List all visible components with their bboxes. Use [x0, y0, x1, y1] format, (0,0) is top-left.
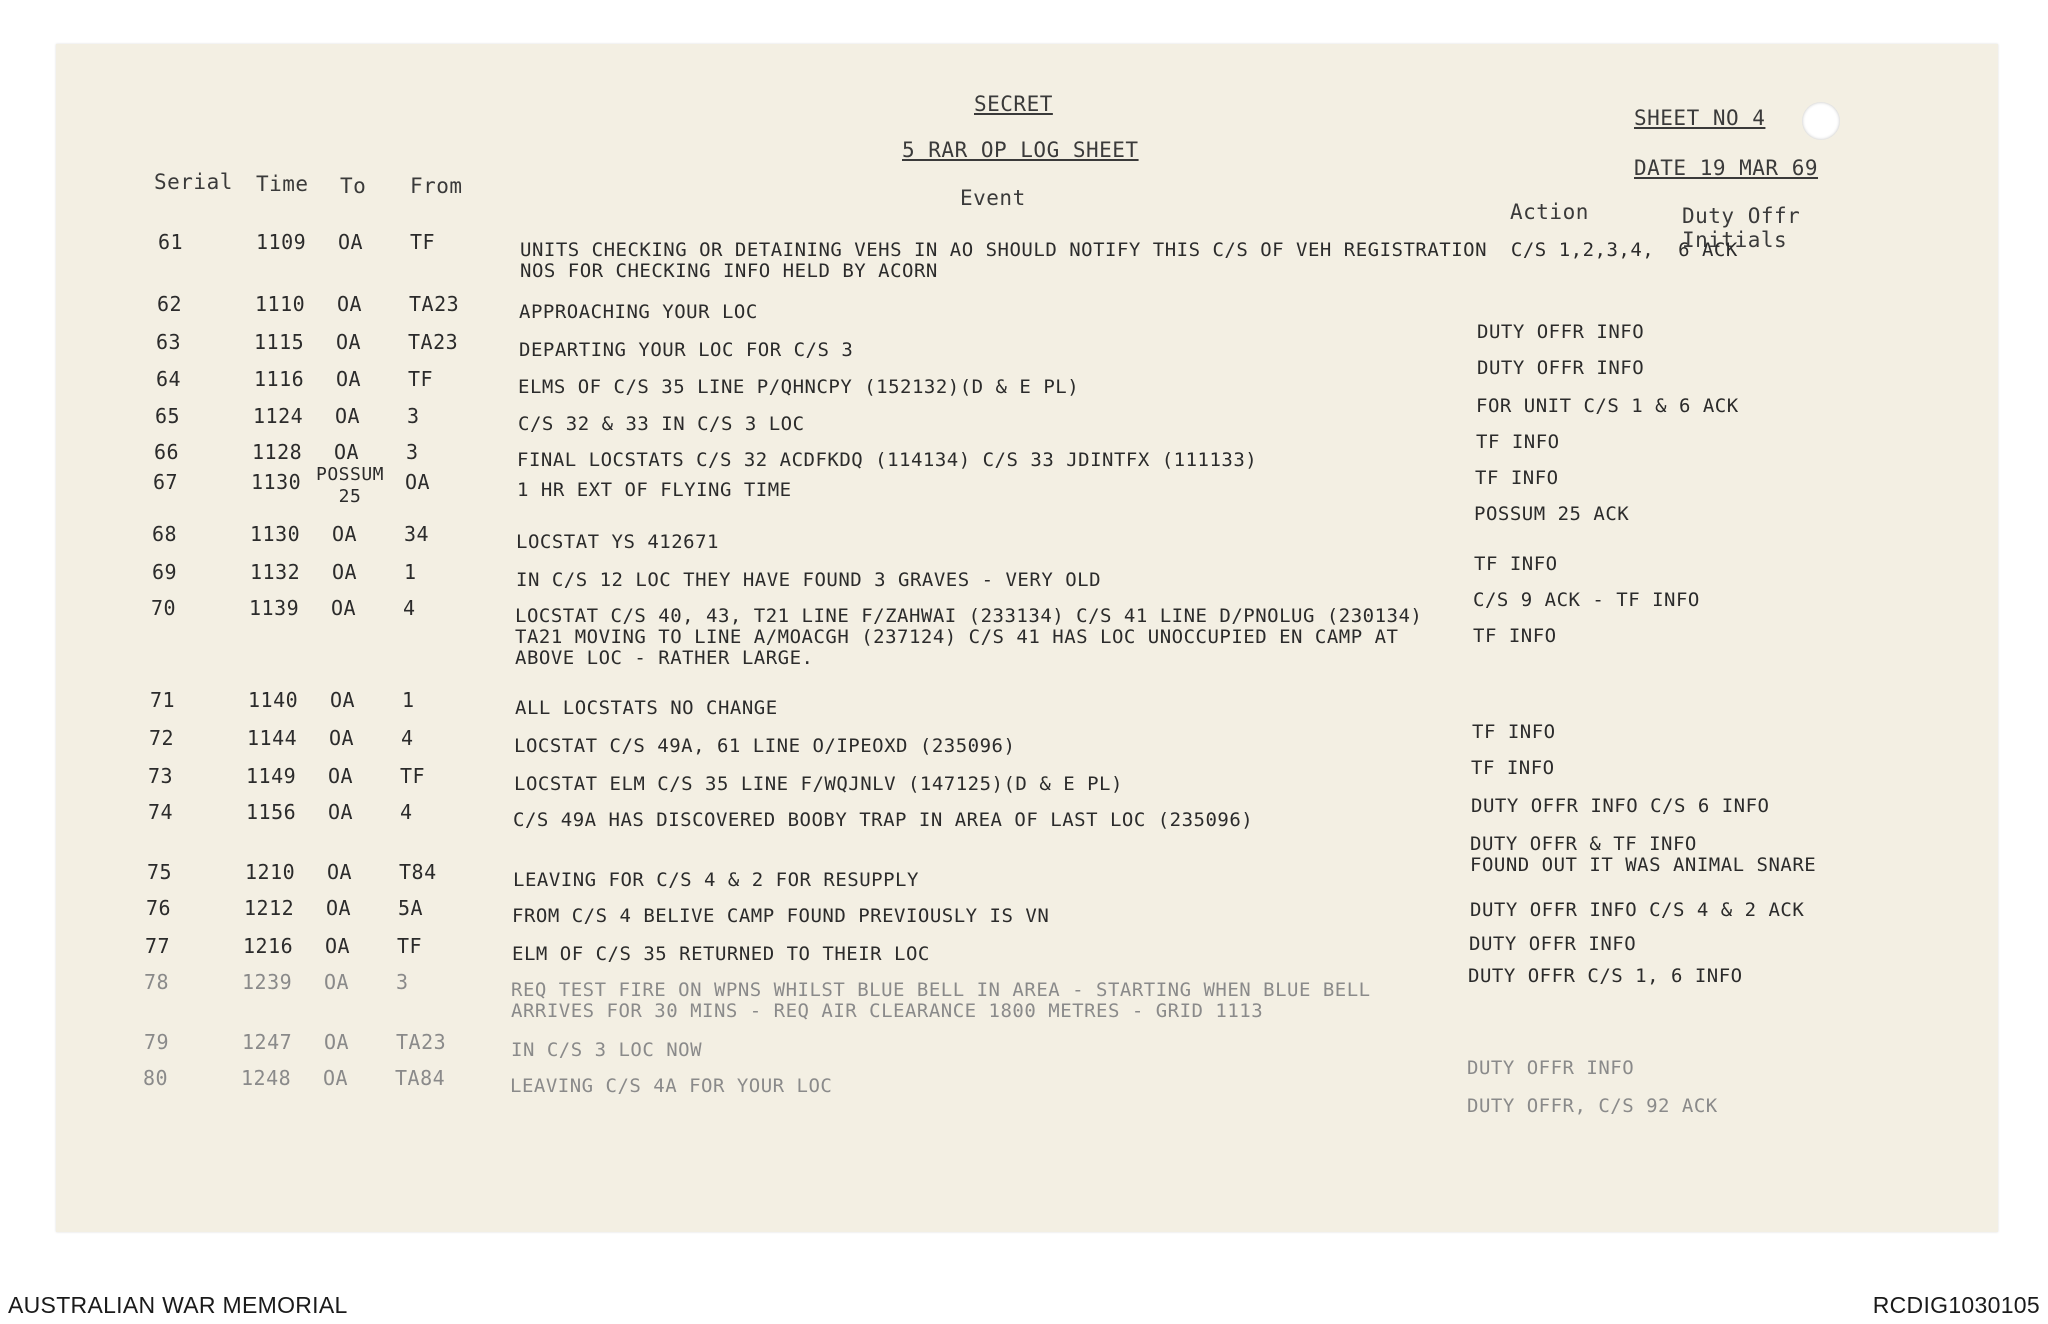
entry-action: C/S 9 ACK - TF INFO: [1473, 589, 1700, 611]
entry-serial: 76: [146, 896, 172, 920]
entry-time: 1239: [242, 970, 293, 994]
entry-time: 1140: [248, 688, 299, 712]
column-header-action: Action: [1510, 200, 1589, 224]
entry-to: OA: [330, 688, 356, 712]
entry-serial: 72: [149, 726, 175, 750]
entry-serial: 71: [150, 688, 176, 712]
entry-from: TF: [400, 764, 426, 788]
entry-event: LOCSTAT C/S 40, 43, T21 LINE F/ZAHWAI (233134) C/S 41 LINE D/PNOLUG (230134) TA21 MOVING TO LINE A/MOACGH (237124) C/S 41 HAS LOC UNOCCUPIED EN CAMP AT ABOVE LOC - RATHER LARGE.: [515, 605, 1423, 669]
entry-serial: 61: [158, 230, 184, 254]
entry-from: TA23: [408, 330, 459, 354]
entry-action: TF INFO: [1472, 721, 1556, 743]
column-header-to: To: [340, 174, 367, 198]
entry-serial: 73: [148, 764, 174, 788]
entry-event: IN C/S 3 LOC NOW: [511, 1039, 703, 1061]
entry-action: TF INFO: [1475, 467, 1559, 489]
footer-record-id: RCDIG1030105: [1872, 1292, 2040, 1318]
entry-time: 1248: [241, 1066, 292, 1090]
entry-time: 1247: [242, 1030, 293, 1054]
entry-from: TF: [410, 230, 436, 254]
entry-event: UNITS CHECKING OR DETAINING VEHS IN AO SHOULD NOTIFY THIS C/S OF VEH REGISTRATION C/S 1,2,3,4, 6 ACK NOS FOR CHECKING INFO HELD BY ACORN: [520, 239, 1738, 282]
entry-time: 1115: [254, 330, 305, 354]
entry-to: OA: [332, 560, 358, 584]
column-header-from: From: [410, 174, 463, 198]
entry-from: 1: [404, 560, 417, 584]
entry-action: TF INFO: [1471, 757, 1555, 779]
entry-serial: 79: [144, 1030, 170, 1054]
entry-to: OA: [324, 970, 350, 994]
entry-serial: 68: [152, 522, 178, 546]
entry-time: 1216: [243, 934, 294, 958]
entry-serial: 63: [156, 330, 182, 354]
column-header-time: Time: [256, 172, 309, 196]
entry-time: 1124: [253, 404, 304, 428]
entry-event: LOCSTAT ELM C/S 35 LINE F/WQJNLV (147125)(D & E PL): [514, 773, 1123, 795]
entry-time: 1109: [256, 230, 307, 254]
entry-event: LEAVING C/S 4A FOR YOUR LOC: [510, 1075, 833, 1097]
entry-from: 4: [400, 800, 413, 824]
entry-serial: 74: [148, 800, 174, 824]
entry-from: TF: [408, 367, 434, 391]
entry-to: OA: [334, 440, 360, 464]
entry-serial: 65: [155, 404, 181, 428]
entry-time: 1132: [250, 560, 301, 584]
entry-time: 1130: [251, 470, 302, 494]
entry-to: OA: [332, 522, 358, 546]
entry-action: FOR UNIT C/S 1 & 6 ACK: [1476, 395, 1739, 417]
entry-from: 1: [402, 688, 415, 712]
entry-to: OA: [331, 596, 357, 620]
entry-time: 1128: [252, 440, 303, 464]
entry-action: DUTY OFFR INFO: [1477, 321, 1645, 343]
entry-to: OA: [335, 404, 361, 428]
entry-from: TA23: [396, 1030, 447, 1054]
classification-heading: SECRET: [974, 92, 1053, 116]
entry-action: TF INFO: [1476, 431, 1560, 453]
entry-to: OA: [336, 330, 362, 354]
entry-action: TF INFO: [1473, 625, 1557, 647]
entry-event: C/S 32 & 33 IN C/S 3 LOC: [518, 413, 805, 435]
entry-to: OA: [338, 230, 364, 254]
entry-time: 1130: [250, 522, 301, 546]
entry-to: OA: [337, 292, 363, 316]
entry-from: TA23: [409, 292, 460, 316]
entry-event: ELMS OF C/S 35 LINE P/QHNCPY (152132)(D & E PL): [518, 376, 1080, 398]
entry-event: C/S 49A HAS DISCOVERED BOOBY TRAP IN AREA OF LAST LOC (235096): [513, 809, 1254, 831]
entry-event: DEPARTING YOUR LOC FOR C/S 3: [519, 339, 854, 361]
entry-time: 1144: [247, 726, 298, 750]
entry-event: IN C/S 12 LOC THEY HAVE FOUND 3 GRAVES - VERY OLD: [516, 569, 1102, 591]
log-sheet-title: 5 RAR OP LOG SHEET: [902, 138, 1139, 162]
entry-serial: 64: [156, 367, 182, 391]
entry-time: 1149: [246, 764, 297, 788]
entry-event: APPROACHING YOUR LOC: [519, 301, 758, 323]
entry-action: DUTY OFFR INFO: [1469, 933, 1637, 955]
entry-to: OA: [329, 726, 355, 750]
entry-event: LOCSTAT C/S 49A, 61 LINE O/IPEOXD (235096): [514, 735, 1016, 757]
entry-serial: 66: [154, 440, 180, 464]
entry-to: POSSUM 25: [315, 464, 385, 507]
entry-time: 1139: [249, 596, 300, 620]
entry-to: OA: [325, 934, 351, 958]
entry-from: 34: [404, 522, 430, 546]
entry-event: ALL LOCSTATS NO CHANGE: [515, 697, 778, 719]
sheet-number: SHEET NO 4: [1634, 106, 1766, 130]
column-header-initials: Initials: [1682, 228, 1788, 252]
entry-from: TF: [397, 934, 423, 958]
column-header-event: Event: [960, 186, 1026, 210]
entry-time: 1110: [255, 292, 306, 316]
entry-time: 1212: [244, 896, 295, 920]
entry-action: DUTY OFFR, C/S 92 ACK: [1467, 1095, 1718, 1117]
entry-time: 1116: [254, 367, 305, 391]
entry-serial: 70: [151, 596, 177, 620]
entry-serial: 62: [157, 292, 183, 316]
entry-from: 4: [401, 726, 414, 750]
column-header-serial: Serial: [154, 170, 233, 194]
entry-from: TA84: [395, 1066, 446, 1090]
entry-serial: 80: [143, 1066, 169, 1090]
entry-action: POSSUM 25 ACK: [1474, 503, 1630, 525]
entry-serial: 69: [152, 560, 178, 584]
entry-from: 3: [396, 970, 409, 994]
entry-from: 3: [407, 404, 420, 428]
entry-serial: 77: [145, 934, 171, 958]
entry-serial: 78: [144, 970, 170, 994]
entry-event: FINAL LOCSTATS C/S 32 ACDFKDQ (114134) C/S 33 JDINTFX (111133): [517, 449, 1258, 471]
entry-time: 1210: [245, 860, 296, 884]
entry-from: OA: [405, 470, 431, 494]
entry-to: OA: [336, 367, 362, 391]
footer-archive-name: AUSTRALIAN WAR MEMORIAL: [8, 1292, 348, 1318]
entry-action: DUTY OFFR & TF INFO FOUND OUT IT WAS ANIMAL SNARE: [1470, 833, 1817, 876]
entry-from: 5A: [398, 896, 424, 920]
entry-action: DUTY OFFR INFO: [1467, 1057, 1635, 1079]
entry-to: OA: [323, 1066, 349, 1090]
entry-event: ELM OF C/S 35 RETURNED TO THEIR LOC: [512, 943, 930, 965]
entry-to: OA: [328, 800, 354, 824]
entry-to: OA: [324, 1030, 350, 1054]
entry-from: 3: [406, 440, 419, 464]
entry-action: DUTY OFFR INFO C/S 4 & 2 ACK: [1470, 899, 1805, 921]
entry-from: T84: [399, 860, 437, 884]
entry-from: 4: [403, 596, 416, 620]
entry-event: REQ TEST FIRE ON WPNS WHILST BLUE BELL IN AREA - STARTING WHEN BLUE BELL ARRIVES FOR 30 MINS - REQ AIR CLEARANCE 1800 METRES - GRID 1113: [511, 979, 1371, 1022]
entry-to: OA: [327, 860, 353, 884]
entry-to: OA: [326, 896, 352, 920]
entry-action: TF INFO: [1474, 553, 1558, 575]
entry-event: LEAVING FOR C/S 4 & 2 FOR RESUPPLY: [513, 869, 919, 891]
entry-time: 1156: [246, 800, 297, 824]
entry-serial: 67: [153, 470, 179, 494]
entry-event: 1 HR EXT OF FLYING TIME: [517, 479, 792, 501]
entry-action: DUTY OFFR INFO: [1477, 357, 1645, 379]
entry-serial: 75: [147, 860, 173, 884]
column-header-duty-offr: Duty Offr: [1682, 204, 1801, 228]
entry-event: LOCSTAT YS 412671: [516, 531, 719, 553]
entry-action: DUTY OFFR INFO C/S 6 INFO: [1471, 795, 1770, 817]
log-date: DATE 19 MAR 69: [1634, 156, 1819, 180]
entry-action: DUTY OFFR C/S 1, 6 INFO: [1468, 965, 1743, 987]
entry-event: FROM C/S 4 BELIVE CAMP FOUND PREVIOUSLY IS VN: [512, 905, 1050, 927]
punch-hole: [1802, 102, 1840, 140]
entry-to: OA: [328, 764, 354, 788]
